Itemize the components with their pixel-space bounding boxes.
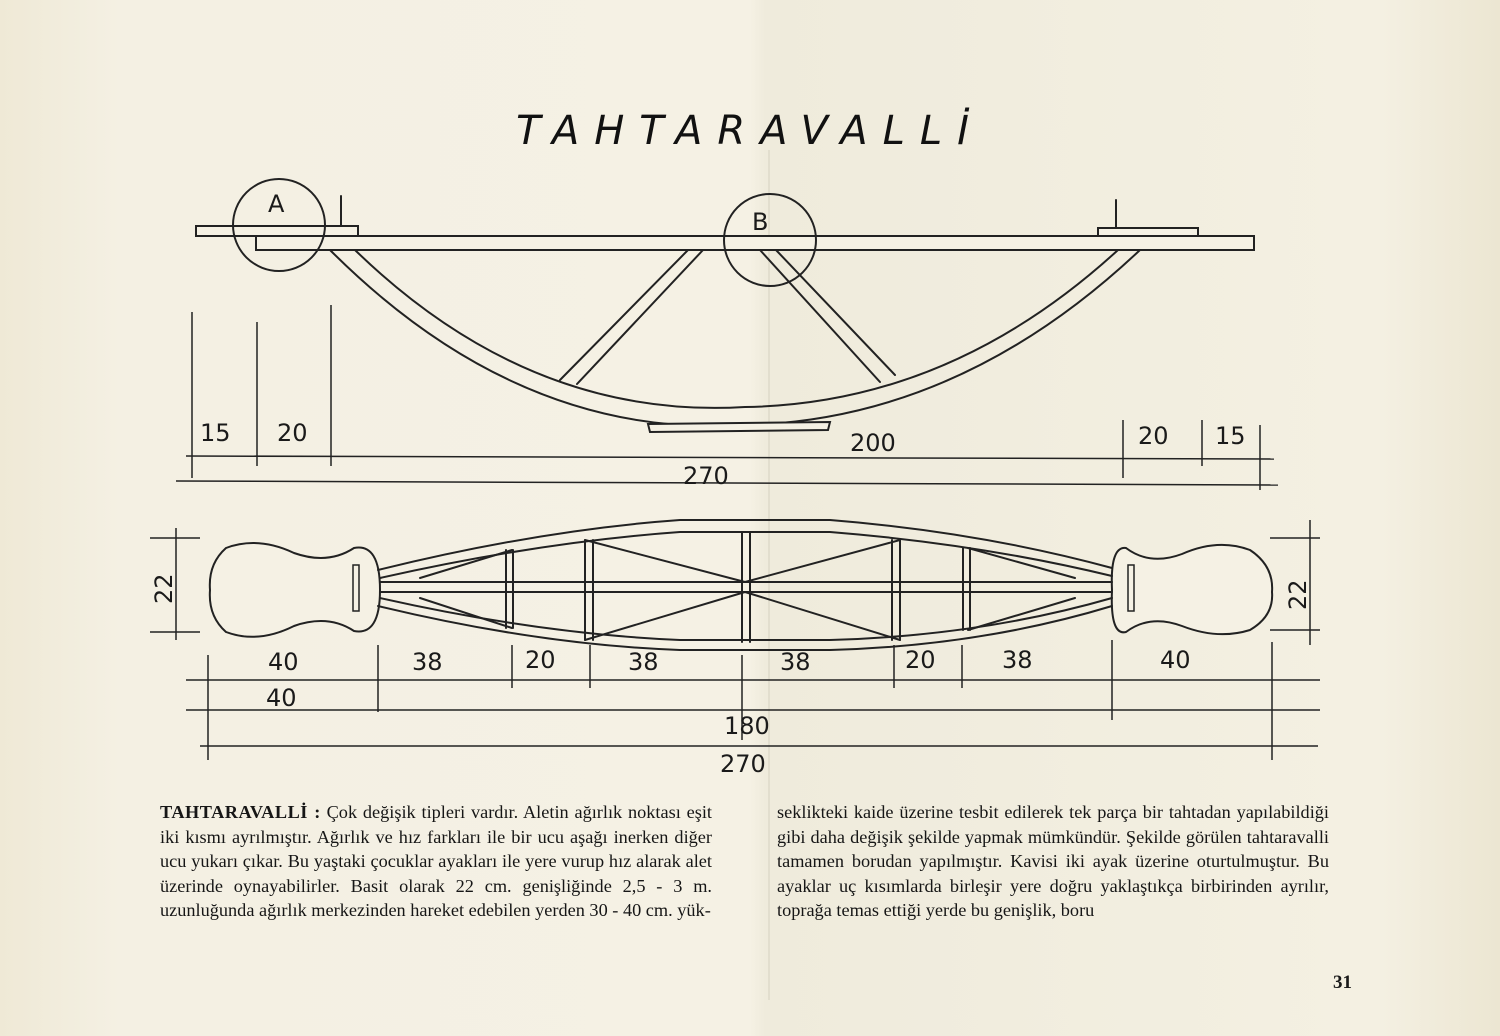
rail-outer-top-2 <box>380 532 1112 578</box>
seat-right-end <box>1098 228 1198 236</box>
dim-top-22-left: 22 <box>150 573 178 604</box>
rail-outer-bottom <box>378 606 1112 650</box>
dim-side-200: 200 <box>850 429 896 457</box>
dim-top-38-d: 38 <box>1002 646 1033 674</box>
body-text-left-column <box>160 800 712 923</box>
curved-rocker-inner <box>355 250 1118 408</box>
dim-top-270: 270 <box>720 750 766 778</box>
dim-top-22-right: 22 <box>1284 579 1312 610</box>
dim-top-20-a: 20 <box>525 646 556 674</box>
seat-pad-right <box>1112 545 1272 634</box>
dim-top-20-b: 20 <box>905 646 936 674</box>
seat-left-end <box>196 226 358 236</box>
dim-side-270: 270 <box>683 462 729 490</box>
dim-side-15-right: 15 <box>1215 422 1246 450</box>
brace-left-1 <box>560 250 688 380</box>
dim-top-40-left: 40 <box>268 648 299 676</box>
dim-top-180: 180 <box>724 712 770 740</box>
body-text-right-column <box>777 800 1329 923</box>
dim-side-20-right: 20 <box>1138 422 1169 450</box>
dim-top-38-c: 38 <box>780 648 811 676</box>
dim-top-38-b: 38 <box>628 648 659 676</box>
brace-right-1 <box>760 250 880 382</box>
page-title: TAHTARAVALLİ <box>516 108 984 154</box>
dim-top-38-a: 38 <box>412 648 443 676</box>
dim-side-20-left: 20 <box>277 419 308 447</box>
curved-rocker-outer <box>330 250 1140 426</box>
left-column-text: Çok değişik tipleri vardır. Aletin ağırlık noktası eşit iki kısmı ayrılmıştır. Ağırlık ve hız farkları ile bir ucu aşağı inerken diğer ucu yukarı çıkar. Bu yaştaki çocuklar ayakları ile yere vurup hız alarak alet üzerinde oynayabilirler. Basit olarak 22 cm. genişliğinde 2,5 - 3 m. uzunluğunda ağırlık merkezinden hareket edebilen yerden 30 - 40 cm. yük- <box>160 802 712 921</box>
dim-top-40-under: 40 <box>266 684 297 712</box>
body-paragraph-right <box>777 800 1329 923</box>
dim-side-15-left: 15 <box>200 419 231 447</box>
base-plate <box>648 422 830 432</box>
circle-label-a: A <box>268 190 285 218</box>
page-number: 31 <box>1333 972 1352 993</box>
brace-left-2 <box>577 250 703 384</box>
right-column-text: seklikteki kaide üzerine tesbit edilerek tek parça bir tahtadan yapılabildiği gibi daha değişik şekilde yapmak mümkündür. Şekilde görülen tahtaravalli tamamen borudan yapılmıştır. Kavisi iki ayak üzerine oturtulmuştur. Bu ayaklar uç kısımlarda birleşir yere doğru yaklaştıkça birbirinden ayrılır, toprağa temas ettiği yerde bu genişlik, boru <box>777 802 1329 921</box>
top-view <box>150 520 1320 778</box>
side-view <box>176 179 1278 490</box>
seat-board <box>256 236 1254 250</box>
lead-term: TAHTARAVALLİ : <box>160 802 321 822</box>
brace-right-2 <box>776 250 895 375</box>
seat-pad-left <box>210 543 380 637</box>
rail-outer-top <box>378 520 1112 570</box>
dim-top-40-right: 40 <box>1160 646 1191 674</box>
body-paragraph-left <box>160 800 712 923</box>
circle-label-b: B <box>752 208 769 236</box>
